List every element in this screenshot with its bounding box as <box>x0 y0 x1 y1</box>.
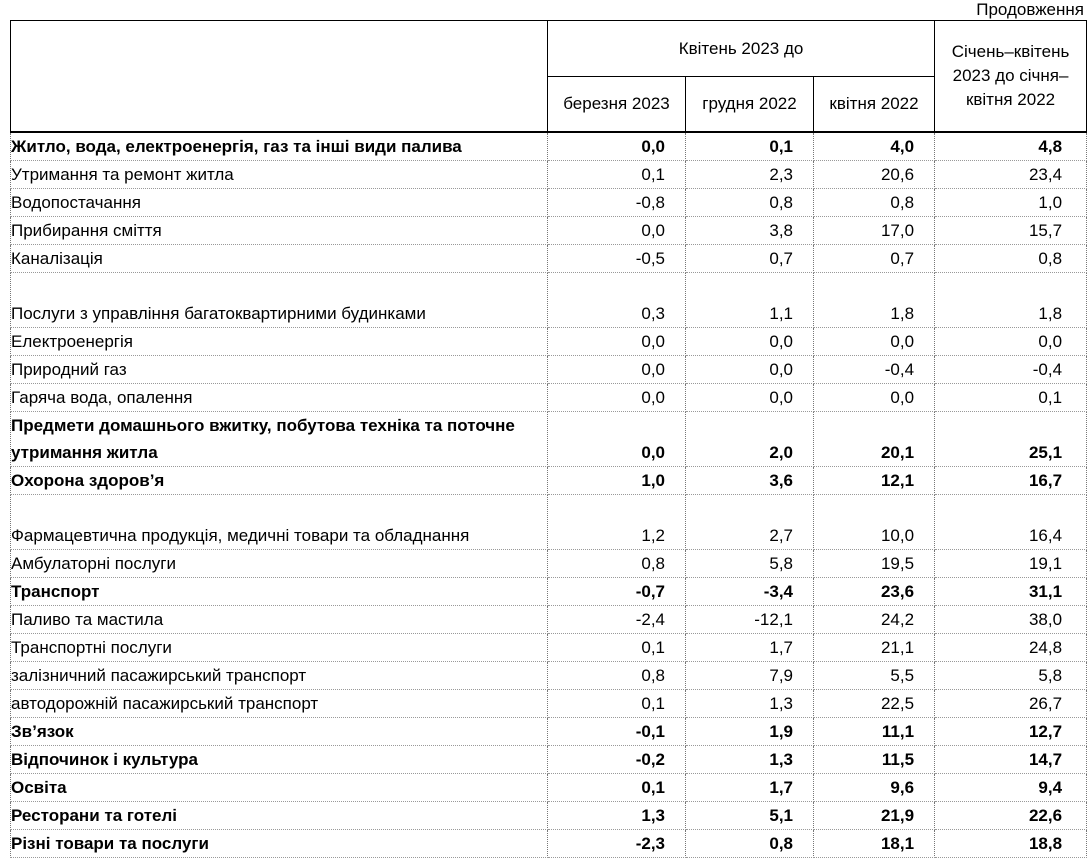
row-label: Освіта <box>11 774 548 802</box>
value-vs-march-2023: -2,3 <box>548 830 686 858</box>
value-vs-december-2022: 7,9 <box>686 662 814 690</box>
value-vs-april-2022: 1,8 <box>814 273 935 328</box>
value-vs-december-2022: 2,3 <box>686 161 814 189</box>
table-row <box>11 217 1087 245</box>
value-vs-march-2023: 0,0 <box>548 412 686 467</box>
value-vs-april-2022: 20,6 <box>814 161 935 189</box>
value-vs-december-2022: 3,6 <box>686 467 814 495</box>
table-row <box>11 495 1087 550</box>
value-ytd: 16,4 <box>935 495 1087 550</box>
value-vs-december-2022: 1,1 <box>686 273 814 328</box>
value-ytd: 4,8 <box>935 132 1087 161</box>
value-ytd: 23,4 <box>935 161 1087 189</box>
table-row <box>11 245 1087 273</box>
value-vs-december-2022: 3,8 <box>686 217 814 245</box>
row-label: Ресторани та готелі <box>11 802 548 830</box>
value-vs-december-2022: 1,7 <box>686 634 814 662</box>
value-vs-december-2022: 0,7 <box>686 245 814 273</box>
table-row <box>11 384 1087 412</box>
table-row <box>11 328 1087 356</box>
row-label: Транспорт <box>11 578 548 606</box>
table-row <box>11 830 1087 858</box>
value-vs-march-2023: -0,2 <box>548 746 686 774</box>
value-vs-april-2022: -0,4 <box>814 356 935 384</box>
table-row <box>11 634 1087 662</box>
value-vs-april-2022: 11,5 <box>814 746 935 774</box>
value-vs-april-2022: 10,0 <box>814 495 935 550</box>
table-row <box>11 690 1087 718</box>
value-vs-april-2022: 22,5 <box>814 690 935 718</box>
value-ytd: 26,7 <box>935 690 1087 718</box>
row-label: Зв’язок <box>11 718 548 746</box>
row-label: автодорожній пасажирський транспорт <box>11 690 548 718</box>
continuation-note: Продовження <box>976 0 1084 19</box>
value-vs-april-2022: 23,6 <box>814 578 935 606</box>
row-label: Транспортні послуги <box>11 634 548 662</box>
value-vs-december-2022: 1,7 <box>686 774 814 802</box>
value-ytd: -0,4 <box>935 356 1087 384</box>
table-row <box>11 606 1087 634</box>
row-label: залізничний пасажирський транспорт <box>11 662 548 690</box>
value-ytd: 9,4 <box>935 774 1087 802</box>
value-vs-march-2023: 1,2 <box>548 495 686 550</box>
value-vs-march-2023: -0,5 <box>548 245 686 273</box>
row-label: Житло, вода, електроенергія, газ та інші види палива <box>11 132 548 161</box>
value-ytd: 22,6 <box>935 802 1087 830</box>
value-vs-march-2023: 0,0 <box>548 328 686 356</box>
value-vs-april-2022: 4,0 <box>814 132 935 161</box>
price-index-table <box>10 20 1087 858</box>
value-vs-april-2022: 21,1 <box>814 634 935 662</box>
value-ytd: 24,8 <box>935 634 1087 662</box>
value-vs-december-2022: 2,0 <box>686 412 814 467</box>
value-ytd: 19,1 <box>935 550 1087 578</box>
row-label: Утримання та ремонт житла <box>11 161 548 189</box>
header-col-december-2022: грудня 2022 <box>686 77 814 133</box>
row-label: Охорона здоров’я <box>11 467 548 495</box>
value-vs-april-2022: 0,0 <box>814 384 935 412</box>
table-body <box>11 132 1087 858</box>
value-vs-march-2023: 0,8 <box>548 550 686 578</box>
table-row <box>11 132 1087 161</box>
row-label: Різні товари та послуги <box>11 830 548 858</box>
value-vs-march-2023: 0,1 <box>548 634 686 662</box>
value-ytd: 14,7 <box>935 746 1087 774</box>
header-group-april-2023: Квітень 2023 до <box>548 21 935 77</box>
value-vs-december-2022: 5,1 <box>686 802 814 830</box>
value-ytd: 25,1 <box>935 412 1087 467</box>
value-vs-december-2022: 2,7 <box>686 495 814 550</box>
row-label: Відпочинок і культура <box>11 746 548 774</box>
value-vs-april-2022: 0,7 <box>814 245 935 273</box>
table-row <box>11 273 1087 328</box>
table-row <box>11 802 1087 830</box>
header-blank-cell <box>11 21 548 133</box>
row-label: Природний газ <box>11 356 548 384</box>
row-label: Каналізація <box>11 245 548 273</box>
table-header <box>11 21 1087 133</box>
value-ytd: 16,7 <box>935 467 1087 495</box>
value-vs-march-2023: 0,0 <box>548 384 686 412</box>
row-label: Водопостачання <box>11 189 548 217</box>
table-row <box>11 550 1087 578</box>
value-vs-march-2023: 0,1 <box>548 774 686 802</box>
row-label: Прибирання сміття <box>11 217 548 245</box>
row-label: Електроенергія <box>11 328 548 356</box>
table-row <box>11 746 1087 774</box>
value-ytd: 0,8 <box>935 245 1087 273</box>
header-col-april-2022: квітня 2022 <box>814 77 935 133</box>
row-label: Предмети домашнього вжитку, побутова техніка та поточне утримання житла <box>11 412 548 467</box>
value-vs-december-2022: -3,4 <box>686 578 814 606</box>
table-row <box>11 718 1087 746</box>
value-ytd: 15,7 <box>935 217 1087 245</box>
value-vs-march-2023: -0,7 <box>548 578 686 606</box>
value-vs-december-2022: 0,0 <box>686 356 814 384</box>
row-label: Гаряча вода, опалення <box>11 384 548 412</box>
value-vs-december-2022: 0,0 <box>686 384 814 412</box>
value-ytd: 5,8 <box>935 662 1087 690</box>
value-vs-april-2022: 20,1 <box>814 412 935 467</box>
value-vs-march-2023: 0,1 <box>548 690 686 718</box>
value-vs-april-2022: 0,8 <box>814 189 935 217</box>
value-vs-april-2022: 0,0 <box>814 328 935 356</box>
header-col-march-2023: березня 2023 <box>548 77 686 133</box>
value-vs-march-2023: 1,3 <box>548 802 686 830</box>
value-vs-march-2023: 0,0 <box>548 132 686 161</box>
value-vs-april-2022: 9,6 <box>814 774 935 802</box>
value-vs-december-2022: 5,8 <box>686 550 814 578</box>
row-label: Паливо та мастила <box>11 606 548 634</box>
value-ytd: 31,1 <box>935 578 1087 606</box>
value-vs-april-2022: 21,9 <box>814 802 935 830</box>
value-vs-december-2022: 0,0 <box>686 328 814 356</box>
value-vs-december-2022: 0,1 <box>686 132 814 161</box>
value-vs-march-2023: 0,1 <box>548 161 686 189</box>
table-row <box>11 189 1087 217</box>
value-vs-april-2022: 18,1 <box>814 830 935 858</box>
value-vs-december-2022: 1,9 <box>686 718 814 746</box>
value-vs-april-2022: 17,0 <box>814 217 935 245</box>
value-vs-december-2022: 0,8 <box>686 830 814 858</box>
value-vs-march-2023: 0,0 <box>548 217 686 245</box>
table-row <box>11 467 1087 495</box>
row-label: Фармацевтична продукція, медичні товари та обладнання <box>11 495 548 550</box>
value-ytd: 18,8 <box>935 830 1087 858</box>
table-row <box>11 578 1087 606</box>
value-vs-december-2022: 1,3 <box>686 746 814 774</box>
value-ytd: 38,0 <box>935 606 1087 634</box>
row-label: Амбулаторні послуги <box>11 550 548 578</box>
value-vs-march-2023: 1,0 <box>548 467 686 495</box>
value-vs-march-2023: 0,8 <box>548 662 686 690</box>
value-vs-march-2023: -0,1 <box>548 718 686 746</box>
value-ytd: 12,7 <box>935 718 1087 746</box>
value-ytd: 0,0 <box>935 328 1087 356</box>
value-vs-march-2023: -2,4 <box>548 606 686 634</box>
value-vs-march-2023: -0,8 <box>548 189 686 217</box>
table-row <box>11 356 1087 384</box>
value-vs-december-2022: -12,1 <box>686 606 814 634</box>
value-vs-april-2022: 12,1 <box>814 467 935 495</box>
value-ytd: 0,1 <box>935 384 1087 412</box>
value-ytd: 1,8 <box>935 273 1087 328</box>
value-vs-april-2022: 19,5 <box>814 550 935 578</box>
row-label: Послуги з управління багатоквартирними будинками <box>11 273 548 328</box>
value-vs-april-2022: 24,2 <box>814 606 935 634</box>
value-vs-march-2023: 0,0 <box>548 356 686 384</box>
value-ytd: 1,0 <box>935 189 1087 217</box>
table-row <box>11 412 1087 467</box>
table-row <box>11 774 1087 802</box>
value-vs-december-2022: 1,3 <box>686 690 814 718</box>
table-row <box>11 161 1087 189</box>
value-vs-march-2023: 0,3 <box>548 273 686 328</box>
value-vs-december-2022: 0,8 <box>686 189 814 217</box>
value-vs-april-2022: 11,1 <box>814 718 935 746</box>
header-ytd: Січень–квітень 2023 до січня–квітня 2022 <box>935 21 1087 133</box>
value-vs-april-2022: 5,5 <box>814 662 935 690</box>
table-row <box>11 662 1087 690</box>
